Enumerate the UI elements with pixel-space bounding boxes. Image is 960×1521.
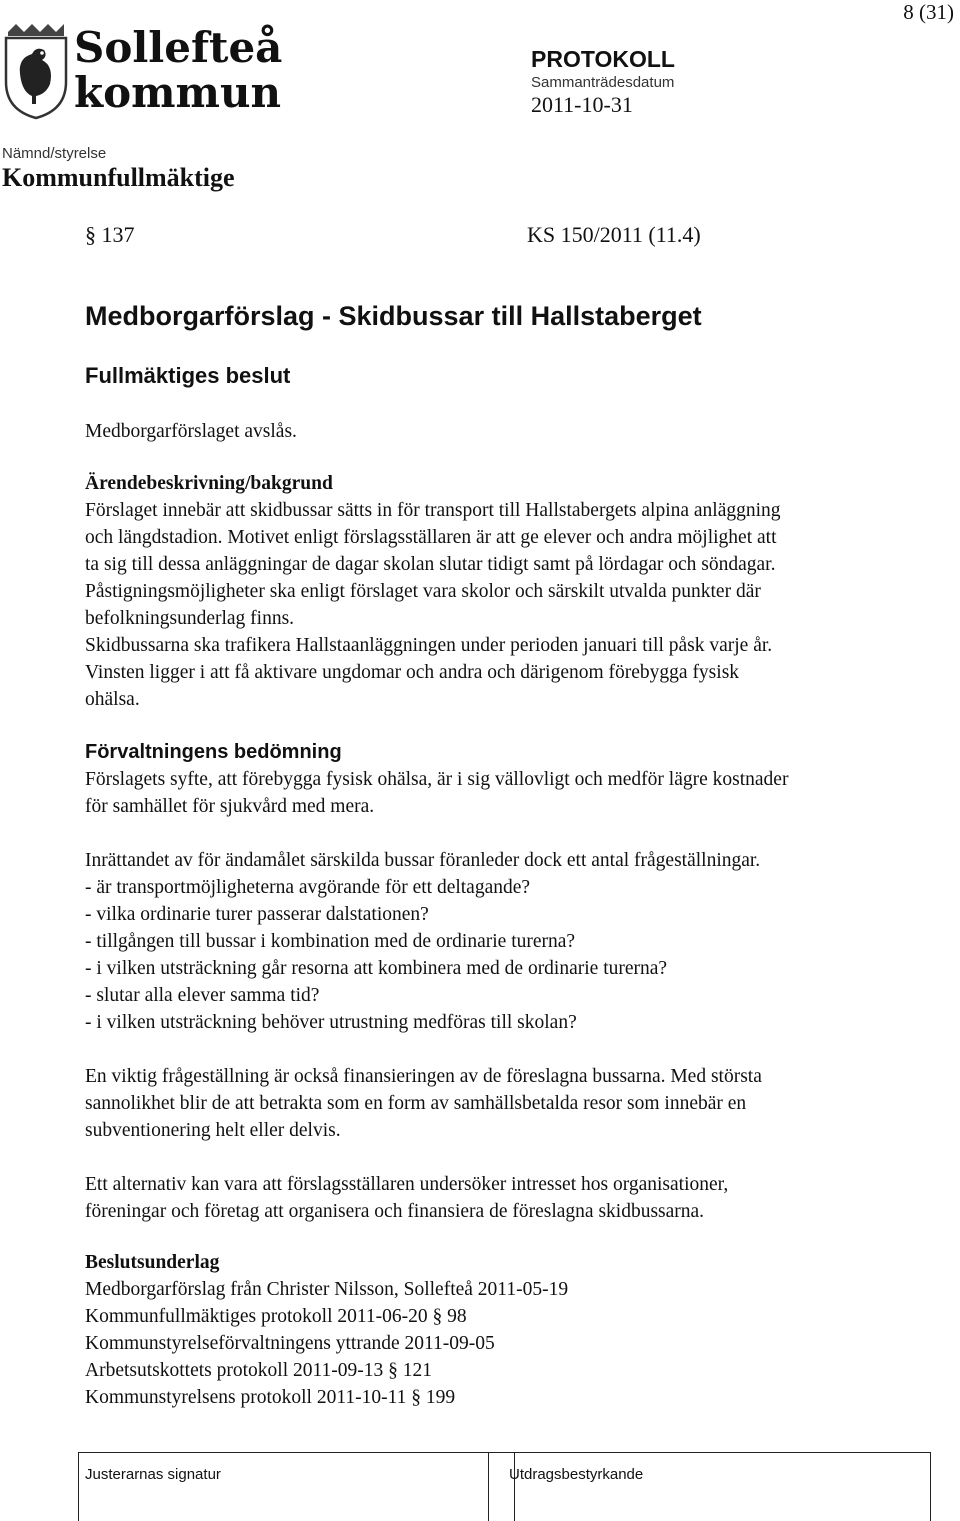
case-number: KS 150/2011 (11.4): [527, 222, 701, 247]
basis-item: Kommunstyrelsens protokoll 2011-10-11 § 199: [85, 1387, 456, 1408]
assessment-line: föreningar och företag att organisera och finansiera de föreslagna skidbussarna.: [85, 1201, 705, 1222]
background-line: och längdstadion. Motivet enligt förslagsställaren är att ge elever och andra möjlighet att: [85, 527, 777, 548]
background-line: Vinsten ligger i att få aktivare ungdomar och andra och därigenom förebygga fysisk: [85, 662, 740, 683]
assessment-intro: Inrättandet av för ändamålet särskilda bussar föranleder dock ett antal frågeställningar.: [85, 850, 761, 871]
assessment-line: Förslagets syfte, att förebygga fysisk ohälsa, är i sig vällovligt och medför lägre kostnader: [85, 769, 789, 790]
page-number: 8 (31): [903, 0, 954, 24]
assessment-line: En viktig frågeställning är också finansieringen av de föreslagna bussarna. Med största: [85, 1066, 762, 1087]
body-label: Nämnd/styrelse: [2, 145, 107, 162]
signature-label: Justerarnas signatur: [85, 1466, 221, 1483]
meeting-date-label: Sammanträdesdatum: [531, 74, 675, 91]
background-line: Skidbussarna ska trafikera Hallstaanläggningen under perioden januari till påsk varje år.: [85, 635, 773, 656]
decision-heading: Fullmäktiges beslut: [85, 363, 291, 388]
paragraph-number: § 137: [85, 222, 135, 247]
body-name: Kommunfullmäktige: [2, 163, 235, 192]
background-line: Förslaget innebär att skidbussar sätts in för transport till Hallstabergets alpina anläggning: [85, 500, 781, 521]
basis-section: [85, 1249, 945, 1411]
basis-item: Arbetsutskottets protokoll 2011-09-13 § 121: [85, 1360, 433, 1381]
municipality-logo: [2, 22, 283, 122]
document-type: PROTOKOLL: [531, 46, 675, 72]
question-item: - tillgången till bussar i kombination med de ordinarie turerna?: [85, 931, 576, 952]
page-title: Medborgarförslag - Skidbussar till Hallstaberget: [85, 301, 702, 331]
logo-text-line1: Sollefteå: [74, 23, 283, 72]
background-line: befolkningsunderlag finns.: [85, 608, 295, 629]
assessment-line: subventionering helt eller delvis.: [85, 1120, 341, 1141]
signature-cell: [79, 1453, 489, 1521]
assessment-line: för samhället för sjukvård med mera.: [85, 796, 375, 817]
background-line: ohälsa.: [85, 689, 140, 710]
background-section: [85, 470, 945, 713]
basis-heading: Beslutsunderlag: [85, 1252, 220, 1273]
question-item: - i vilken utsträckning går resorna att kombinera med de ordinarie turerna?: [85, 958, 668, 979]
logo-text-line2: kommun: [74, 68, 282, 117]
signature-spacer: [489, 1453, 515, 1521]
assessment-heading: Förvaltningens bedömning: [85, 741, 342, 763]
coat-of-arms-icon: [2, 22, 70, 120]
question-item: - vilka ordinarie turer passerar dalstationen?: [85, 904, 429, 925]
background-line: ta sig till dessa anläggningar de dagar skolan slutar tidigt samt på lördagar och söndagar.: [85, 554, 776, 575]
question-item: - i vilken utsträckning behöver utrustning medföras till skolan?: [85, 1012, 577, 1033]
basis-item: Kommunfullmäktiges protokoll 2011-06-20 § 98: [85, 1306, 467, 1327]
extract-label: Utdragsbestyrkande: [509, 1466, 644, 1483]
question-item: - slutar alla elever samma tid?: [85, 985, 320, 1006]
assessment-line: sannolikhet blir de att betrakta som en form av samhällsbetalda resor som innebär en: [85, 1093, 747, 1114]
assessment-section: [85, 739, 945, 1225]
decision-text: Medborgarförslaget avslås.: [85, 421, 297, 442]
assessment-line: Ett alternativ kan vara att förslagsställaren undersöker intresset hos organisationer,: [85, 1174, 729, 1195]
basis-item: Medborgarförslag från Christer Nilsson, Sollefteå 2011-05-19: [85, 1279, 569, 1300]
background-heading: Ärendebeskrivning/bakgrund: [85, 473, 333, 494]
question-item: - är transportmöjligheterna avgörande för ett deltagande?: [85, 877, 531, 898]
meeting-date: 2011-10-31: [531, 92, 633, 117]
signature-box: [78, 1452, 931, 1521]
background-line: Påstigningsmöjligheter ska enligt förslaget vara skolor och särskilt utvalda punkter där: [85, 581, 761, 602]
basis-item: Kommunstyrelseförvaltningens yttrande 2011-09-05: [85, 1333, 495, 1354]
